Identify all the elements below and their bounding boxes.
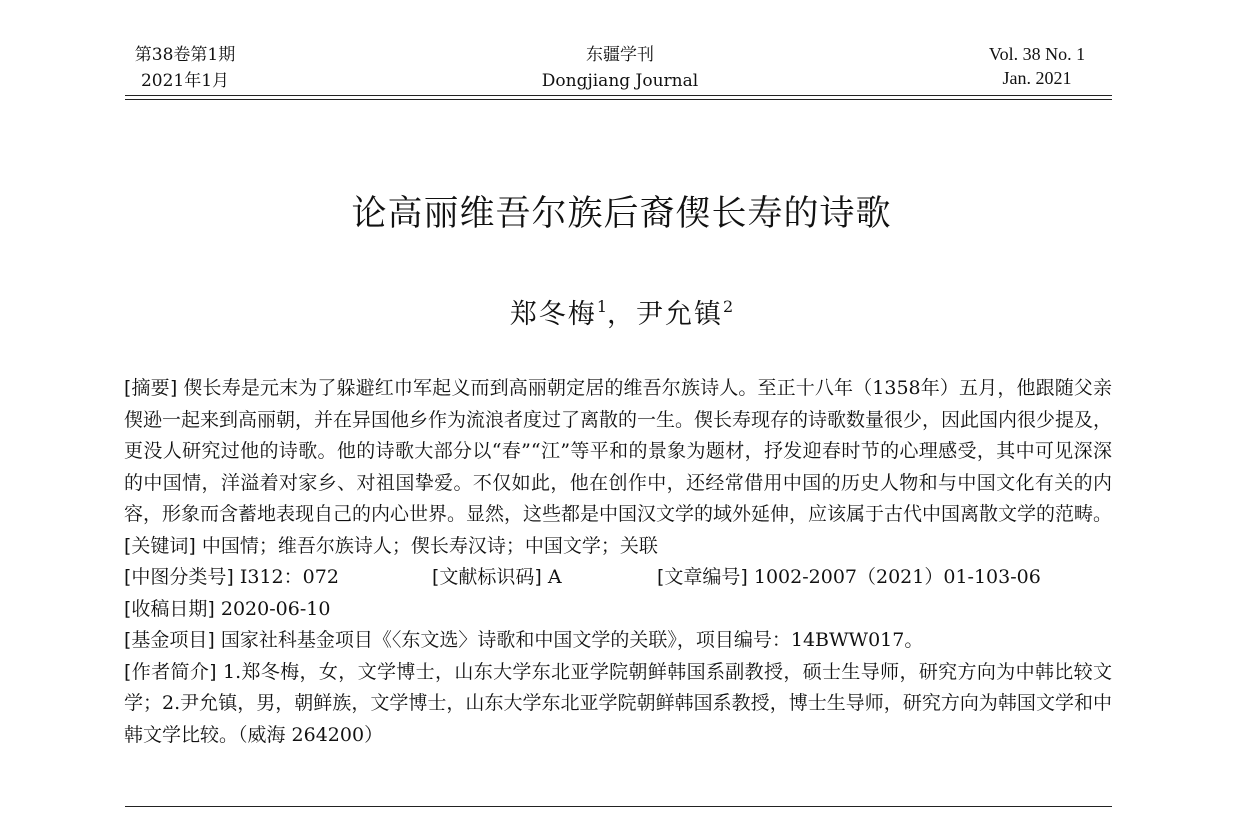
classification-row	[124, 562, 1112, 594]
footer-rule	[125, 806, 1112, 807]
doc-code-label: [文献标识码]	[432, 566, 542, 588]
author-bio-text: 1.郑冬梅，女，文学博士，山东大学东北亚学院朝鲜韩国系副教授，硕士生导师，研究方向为中韩比较文学；2.尹允镇，男，朝鲜族，文学博士，山东大学东北亚学院朝鲜韩国系教授，博士生导师，研究方向为韩国文学和中韩文学比较。（威海 264200）	[124, 660, 1112, 746]
journal-name-en: Dongjiang Journal	[541, 71, 699, 91]
issue-info-en	[962, 42, 1112, 90]
doc-code-field	[432, 562, 657, 594]
clc-field	[124, 562, 432, 594]
issue-volume: 第38卷第1期	[134, 45, 236, 65]
received-date	[124, 594, 1112, 626]
fund-text: 国家社科基金项目《〈东文选〉诗歌和中国文学的关联》，项目编号：14BWW017。	[220, 629, 924, 651]
received-value: 2020-06-10	[220, 597, 331, 620]
front-matter	[124, 373, 1112, 751]
journal-name-cn: 东疆学刊	[586, 45, 654, 65]
abstract-label: [摘要]	[124, 377, 178, 399]
journal-name	[515, 42, 725, 94]
fund-label: [基金项目]	[124, 629, 215, 651]
received-label: [收稿日期]	[124, 597, 215, 620]
clc-value: I312：072	[239, 566, 339, 588]
clc-label: [中图分类号]	[124, 566, 234, 588]
article-number-field	[657, 562, 1041, 594]
abstract-text: 偰长寿是元末为了躲避红巾军起义而到高丽朝定居的维吾尔族诗人。至正十八年（1358年）五月，他跟随父亲偰逊一起来到高丽朝，并在异国他乡作为流浪者度过了离散的一生。偰长寿现存的诗歌数量很少，因此国内很少提及，更没人研究过他的诗歌。他的诗歌大部分以“春”“江”等平和的景象为题材，抒发迎春时节的心理感受，其中可见深深的中国情，洋溢着对家乡、对祖国挚爱。不仅如此，他在创作中，还经常借用中国的历史人物和与中国文化有关的内容，形象而含蓄地表现自己的内心世界。显然，这些都是中国汉文学的域外延伸，应该属于古代中国离散文学的范畴。	[124, 377, 1113, 525]
author-bio-label: [作者简介]	[124, 660, 217, 683]
keywords-text: 中国情；维吾尔族诗人；偰长寿汉诗；中国文学；关联	[201, 534, 658, 557]
author-line	[0, 292, 1243, 331]
author-affiliation-mark: 1	[596, 297, 607, 316]
header-rule-thick	[125, 95, 1112, 96]
article-number-value: 1002-2007（2021）01-103-06	[753, 566, 1041, 588]
doc-code-value: A	[547, 566, 562, 588]
article-title: 论高丽维吾尔族后裔偰长寿的诗歌	[351, 194, 892, 234]
article-number-label: [文章编号]	[657, 566, 748, 588]
author-name: 郑冬梅	[509, 299, 597, 330]
issue-date: 2021年1月	[140, 71, 230, 91]
issue-volume-en: Vol. 38 No. 1	[988, 44, 1086, 64]
keywords	[124, 531, 1112, 563]
abstract	[124, 373, 1112, 531]
author-name: 尹允镇	[636, 299, 723, 330]
issue-date-en: Jan. 2021	[1002, 68, 1072, 88]
author-separator: ，	[607, 299, 636, 330]
fund	[124, 625, 1112, 657]
author-affiliation-mark: 2	[723, 297, 734, 316]
header-rule-thin	[125, 99, 1112, 100]
issue-info	[125, 42, 245, 94]
keywords-label: [关键词]	[124, 534, 196, 557]
journal-header	[125, 38, 1112, 96]
author-bio	[124, 657, 1112, 752]
